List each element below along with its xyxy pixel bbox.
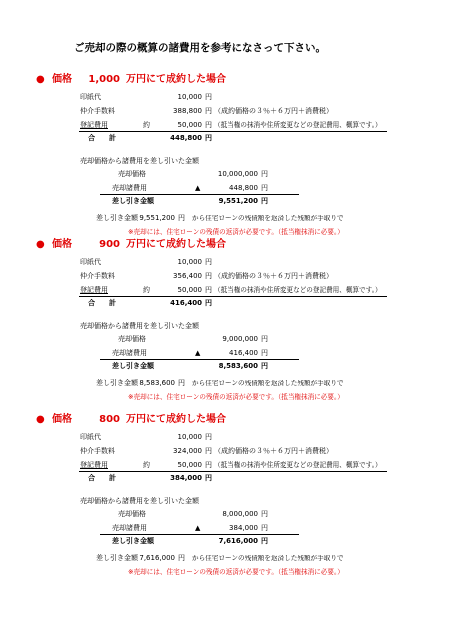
expenses-underline: [100, 359, 299, 360]
section-price-label: 価格: [52, 414, 72, 425]
yen-unit: 円: [261, 197, 268, 205]
section-bullet: ●: [36, 74, 45, 85]
section-heading-suffix: 万円にて成約した場合: [126, 239, 226, 250]
section-heading-suffix: 万円にて成約した場合: [126, 74, 226, 85]
brokerage-amount: 324,000: [173, 447, 202, 455]
section-price-label: 価格: [52, 74, 72, 85]
total-label: 合 計: [88, 134, 116, 142]
expenses-underline: [100, 534, 299, 535]
stamp-amount: 10,000: [177, 258, 202, 266]
yen-unit: 円: [261, 510, 268, 518]
yen-unit: 円: [261, 349, 268, 357]
brokerage-label: 仲介手数料: [80, 107, 115, 115]
registration-underline: [79, 296, 387, 297]
net-heading: 売却価格から諸費用を差し引いた金額: [80, 157, 199, 165]
yen-unit: 円: [205, 299, 212, 307]
stamp-amount: 10,000: [177, 93, 202, 101]
yen-unit: 円: [205, 107, 212, 115]
yen-unit: 円: [178, 214, 185, 222]
yen-unit: 円: [205, 272, 212, 280]
registration-amount: 50,000: [177, 461, 202, 469]
sale-price-label: 売却価格: [118, 170, 146, 178]
yen-unit: 円: [205, 461, 212, 469]
sale-price-label: 売却価格: [118, 510, 146, 518]
yen-unit: 円: [261, 184, 268, 192]
net-sentence-prefix: 差し引き金額: [96, 554, 138, 562]
yen-unit: 円: [205, 474, 212, 482]
net-sentence-amount: 7,616,000: [139, 554, 175, 562]
net-sentence-amount: 8,583,600: [139, 379, 175, 387]
total-amount: 416,400: [170, 299, 202, 307]
expenses-amount: 448,800: [229, 184, 258, 192]
expenses-amount: 416,400: [229, 349, 258, 357]
net-amount: 7,616,000: [218, 537, 258, 545]
section-bullet: ●: [36, 239, 45, 250]
yen-unit: 円: [205, 121, 212, 129]
registration-note: （抵当権の抹消や住所変更などの登記費用、概算です。）: [214, 286, 382, 294]
net-heading: 売却価格から諸費用を差し引いた金額: [80, 322, 199, 330]
net-amount-label: 差し引き金額: [112, 362, 154, 370]
total-amount: 384,000: [170, 474, 202, 482]
yen-unit: 円: [261, 335, 268, 343]
expenses-label: 売却諸費用: [112, 349, 147, 357]
net-sentence-text: から住宅ローンの残債額を返済した残額が手取りで: [192, 215, 344, 222]
stamp-label: 印紙代: [80, 258, 101, 266]
section-price: 800: [99, 414, 120, 425]
yen-unit: 円: [205, 258, 212, 266]
net-amount: 8,583,600: [218, 362, 258, 370]
net-amount-label: 差し引き金額: [112, 197, 154, 205]
yen-unit: 円: [205, 433, 212, 441]
total-label: 合 計: [88, 299, 116, 307]
section-price: 1,000: [88, 74, 120, 85]
yen-unit: 円: [178, 379, 185, 387]
total-amount: 448,800: [170, 134, 202, 142]
section-price-label: 価格: [52, 239, 72, 250]
yen-unit: 円: [261, 362, 268, 370]
registration-amount: 50,000: [177, 121, 202, 129]
net-sentence-prefix: 差し引き金額: [96, 214, 138, 222]
expenses-amount: 384,000: [229, 524, 258, 532]
brokerage-note: （成約価格の３％＋６万円＋消費税）: [214, 272, 333, 280]
approx-label: 約: [143, 461, 150, 469]
approx-label: 約: [143, 286, 150, 294]
sale-price-amount: 10,000,000: [217, 170, 258, 178]
section-price: 900: [99, 239, 120, 250]
registration-label: 登記費用: [80, 286, 108, 294]
net-amount: 9,551,200: [218, 197, 258, 205]
registration-underline: [79, 471, 387, 472]
stamp-amount: 10,000: [177, 433, 202, 441]
net-heading: 売却価格から諸費用を差し引いた金額: [80, 497, 199, 505]
net-sentence-text: から住宅ローンの残債額を返済した残額が手取りで: [192, 555, 344, 562]
brokerage-amount: 356,400: [173, 272, 202, 280]
expenses-underline: [100, 194, 299, 195]
sale-price-label: 売却価格: [118, 335, 146, 343]
brokerage-label: 仲介手数料: [80, 272, 115, 280]
net-sentence-amount: 9,551,200: [139, 214, 175, 222]
yen-unit: 円: [205, 286, 212, 294]
stamp-label: 印紙代: [80, 93, 101, 101]
total-label: 合 計: [88, 474, 116, 482]
minus-mark: ▲: [195, 524, 201, 532]
brokerage-amount: 388,800: [173, 107, 202, 115]
sale-price-amount: 9,000,000: [222, 335, 258, 343]
registration-label: 登記費用: [80, 461, 108, 469]
sale-price-amount: 8,000,000: [222, 510, 258, 518]
net-sentence-prefix: 差し引き金額: [96, 379, 138, 387]
brokerage-note: （成約価格の３％＋６万円＋消費税）: [214, 107, 333, 115]
yen-unit: 円: [178, 554, 185, 562]
yen-unit: 円: [261, 537, 268, 545]
registration-label: 登記費用: [80, 121, 108, 129]
minus-mark: ▲: [195, 184, 201, 192]
minus-mark: ▲: [195, 349, 201, 357]
brokerage-label: 仲介手数料: [80, 447, 115, 455]
expenses-label: 売却諸費用: [112, 524, 147, 532]
mortgage-note: ※売却には、住宅ローンの残債の返済が必要です。（抵当権抹消に必要。）: [128, 393, 344, 401]
mortgage-note: ※売却には、住宅ローンの残債の返済が必要です。（抵当権抹消に必要。）: [128, 228, 344, 236]
registration-underline: [79, 131, 387, 132]
yen-unit: 円: [205, 93, 212, 101]
registration-note: （抵当権の抹消や住所変更などの登記費用、概算です。）: [214, 121, 382, 129]
yen-unit: 円: [261, 524, 268, 532]
section-bullet: ●: [36, 414, 45, 425]
yen-unit: 円: [205, 447, 212, 455]
stamp-label: 印紙代: [80, 433, 101, 441]
net-amount-label: 差し引き金額: [112, 537, 154, 545]
registration-amount: 50,000: [177, 286, 202, 294]
yen-unit: 円: [205, 134, 212, 142]
section-heading-suffix: 万円にて成約した場合: [126, 414, 226, 425]
registration-note: （抵当権の抹消や住所変更などの登記費用、概算です。）: [214, 461, 382, 469]
net-sentence-text: から住宅ローンの残債額を返済した残額が手取りで: [192, 380, 344, 387]
mortgage-note: ※売却には、住宅ローンの残債の返済が必要です。（抵当権抹消に必要。）: [128, 568, 344, 576]
yen-unit: 円: [261, 170, 268, 178]
expenses-label: 売却諸費用: [112, 184, 147, 192]
approx-label: 約: [143, 121, 150, 129]
brokerage-note: （成約価格の３％＋６万円＋消費税）: [214, 447, 333, 455]
page-title: ご売却の際の概算の諸費用を参考になさって下さい。: [74, 42, 326, 54]
